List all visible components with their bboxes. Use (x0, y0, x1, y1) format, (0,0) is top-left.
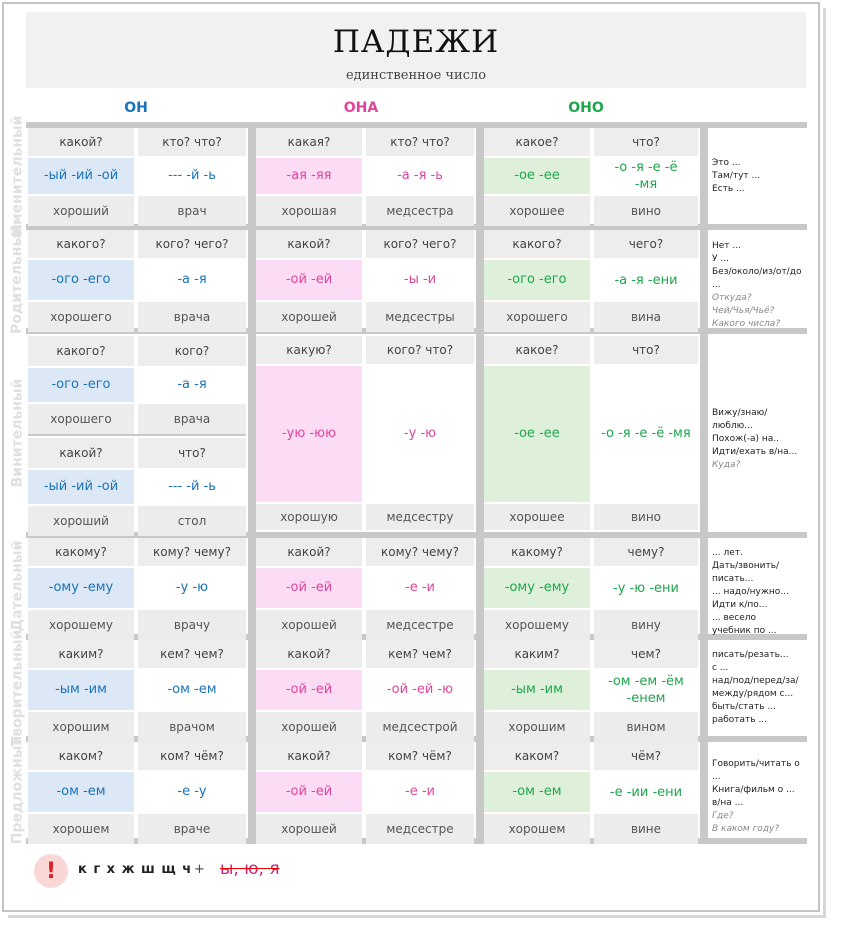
ending-adjective: -ом -ем (28, 772, 134, 812)
question-noun: кем? чем? (366, 640, 474, 668)
ending-noun: -ом -ем (138, 670, 246, 710)
question-noun: ком? чём? (138, 742, 246, 770)
case-name: Творительный (9, 629, 25, 747)
example-adjective: хороший (28, 196, 134, 226)
example-noun: медсестре (366, 814, 474, 844)
ending-noun: -ы -и (366, 260, 474, 300)
example-adjective: хороший (28, 506, 134, 536)
ending-noun: -а -я (138, 368, 246, 402)
ending-noun: -ой -ей -ю (366, 670, 474, 710)
usage-line: Вижу/знаю/люблю... (712, 408, 768, 431)
question-noun: ком? чём? (366, 742, 474, 770)
example-noun: медсестрой (366, 712, 474, 742)
question-adjective: какой? (256, 742, 362, 770)
usage-question: Где? (712, 810, 734, 821)
question-adjective: какой? (256, 538, 362, 566)
gender-masculine: ОН (124, 100, 148, 116)
ending-adjective: -ой -ей (256, 670, 362, 710)
example-noun: вина (594, 302, 698, 332)
question-adjective: какому? (28, 538, 134, 566)
question-noun: что? (594, 336, 698, 364)
usage-line: учебник по ... (712, 626, 777, 636)
warning-icon: ! (34, 854, 68, 888)
forbidden-endings: ы, ю, я (220, 859, 280, 879)
example-noun: вино (594, 504, 698, 530)
question-noun: кого? (138, 336, 246, 366)
ending-adjective: -ое -ее (484, 366, 590, 502)
column-separator (476, 122, 484, 844)
question-adjective: какой? (28, 438, 134, 468)
question-adjective: какого? (28, 336, 134, 366)
question-noun: кому? чему? (138, 538, 246, 566)
question-adjective: какую? (256, 336, 362, 364)
question-adjective: какой? (28, 128, 134, 156)
example-adjective: хорошем (28, 814, 134, 844)
ending-noun: -а -я -ь (366, 158, 474, 194)
ending-adjective: -ая -яя (256, 158, 362, 194)
question-noun: кого? чего? (138, 230, 246, 258)
example-noun: стол (138, 506, 246, 536)
example-noun: врач (138, 196, 246, 226)
example-noun: врача (138, 302, 246, 332)
example-adjective: хорошей (256, 712, 362, 742)
usage-line: быть/стать ... (712, 702, 776, 712)
question-adjective: каким? (28, 640, 134, 668)
example-noun: вином (594, 712, 698, 742)
example-noun: враче (138, 814, 246, 844)
example-adjective: хорошем (484, 814, 590, 844)
usage-line: ... лет. (712, 548, 743, 558)
gender-neuter: ОНО (568, 100, 604, 116)
question-noun: кого? что? (366, 336, 474, 364)
example-noun: медсестре (366, 610, 474, 640)
usage-notes (708, 547, 807, 638)
usage-question: В каком году? (712, 823, 780, 834)
ending-adjective: -ое -ее (484, 158, 590, 194)
question-noun: чем? (594, 640, 698, 668)
usage-notes (708, 240, 807, 331)
ending-adjective: -ый -ий -ой (28, 470, 134, 504)
ending-noun: --- -й -ь (138, 470, 246, 504)
question-noun: что? (138, 438, 246, 468)
consonants-rule: к г х ж ш щ ч (78, 862, 193, 877)
example-adjective: хорошей (256, 610, 362, 640)
question-adjective: каком? (484, 742, 590, 770)
question-adjective: каком? (28, 742, 134, 770)
gender-feminine: ОНА (343, 100, 379, 116)
usage-line: Есть ... (712, 183, 745, 194)
example-adjective: хорошим (484, 712, 590, 742)
ending-adjective: -ого -его (28, 368, 134, 402)
example-noun: врача (138, 404, 246, 434)
usage-question: Чей/Чья/Чьё? (712, 306, 775, 316)
usage-line: работать ... (712, 715, 768, 725)
example-adjective: хорошему (28, 610, 134, 640)
case-name: Именительный (9, 115, 25, 237)
question-adjective: какого? (484, 230, 590, 258)
example-adjective: хорошее (484, 504, 590, 530)
ending-adjective: -ом -ем (484, 772, 590, 812)
ending-adjective: -ой -ей (256, 260, 362, 300)
case-name: Родительный (9, 224, 26, 334)
question-adjective: какая? (256, 128, 362, 156)
example-adjective: хорошая (256, 196, 362, 226)
example-adjective: хорошую (256, 504, 362, 530)
usage-line: Идти/ехать в/на... (712, 447, 798, 457)
question-noun: чём? (594, 742, 698, 770)
ending-adjective: -ой -ей (256, 772, 362, 812)
usage-line: в/на ... (712, 797, 744, 808)
usage-line: Похож(-а) на.. (712, 434, 779, 444)
question-noun: кого? чего? (366, 230, 474, 258)
question-noun: чего? (594, 230, 698, 258)
example-noun: медсестру (366, 504, 474, 530)
ending-adjective: -ого -его (484, 260, 590, 300)
question-noun: кто? что? (138, 128, 246, 156)
case-name: Предложный (9, 735, 25, 845)
ending-noun: -е -ии -ени (594, 772, 698, 812)
usage-line: Говорить/читать о ... (712, 758, 800, 782)
usage-question: Какого числа? (712, 319, 781, 329)
example-noun: вино (594, 196, 698, 226)
usage-line: Идти к/по... (712, 600, 768, 610)
example-adjective: хорошей (256, 814, 362, 844)
question-adjective: какого? (28, 230, 134, 258)
usage-notes (708, 758, 807, 836)
question-noun: кем? чем? (138, 640, 246, 668)
question-noun: кому? чему? (366, 538, 474, 566)
ending-noun: -у -ю (138, 568, 246, 608)
ending-noun: -е -у (138, 772, 246, 812)
ending-adjective: -ую -юю (256, 366, 362, 502)
title-band (26, 12, 806, 88)
page-title: ПАДЕЖИ (332, 24, 500, 60)
plus-sign: + (194, 862, 205, 877)
ending-noun: -ом -ем -ём -енем (594, 670, 698, 710)
usage-line: Дать/звонить/писать... (712, 561, 780, 584)
question-adjective: какой? (256, 640, 362, 668)
ending-adjective: -ого -его (28, 260, 134, 300)
example-noun: медсестры (366, 302, 474, 332)
ending-noun: -а -я (138, 260, 246, 300)
ending-noun: -е -и (366, 568, 474, 608)
question-noun: кто? что? (366, 128, 474, 156)
ending-adjective: -ый -ий -ой (28, 158, 134, 194)
question-adjective: какому? (484, 538, 590, 566)
example-noun: врачу (138, 610, 246, 640)
case-name: Винительный (9, 378, 26, 488)
ending-noun: -а -я -ени (594, 260, 698, 300)
column-separator (700, 122, 708, 844)
usage-line: Там/тут ... (712, 170, 761, 181)
usage-line: ... надо/нужно... (712, 587, 789, 597)
usage-line: Без/около/из/от/до ... (712, 267, 802, 290)
ending-noun: --- -й -ь (138, 158, 246, 194)
example-adjective: хорошее (484, 196, 590, 226)
usage-line: с ... (712, 663, 729, 673)
usage-line: Нет ... (712, 241, 741, 251)
ending-noun: -е -и (366, 772, 474, 812)
ending-adjective: -ому -ему (28, 568, 134, 608)
example-adjective: хорошей (256, 302, 362, 332)
usage-question: Куда? (712, 460, 741, 470)
ending-noun: -у -ю -ени (594, 568, 698, 608)
usage-line: Книга/фильм о ... (712, 784, 795, 795)
ending-noun: -о -я -е -ё -мя (594, 158, 698, 194)
example-noun: вине (594, 814, 698, 844)
example-adjective: хорошего (28, 404, 134, 434)
usage-line: У ... (712, 254, 729, 264)
question-adjective: каким? (484, 640, 590, 668)
usage-notes (708, 407, 807, 472)
usage-line: Это ... (712, 157, 741, 168)
example-adjective: хорошего (28, 302, 134, 332)
ending-noun: -о -я -е -ё -мя (594, 366, 698, 502)
question-adjective: какой? (256, 230, 362, 258)
question-noun: чему? (594, 538, 698, 566)
page-subtitle: единственное число (345, 68, 487, 83)
subrow-divider (28, 434, 246, 436)
usage-line: писать/резать... (712, 650, 789, 660)
usage-notes (708, 157, 807, 196)
column-separator (248, 122, 256, 844)
question-adjective: какое? (484, 128, 590, 156)
usage-question: Откуда? (712, 293, 752, 303)
ending-adjective: -ым -им (28, 670, 134, 710)
example-adjective: хорошему (484, 610, 590, 640)
usage-line: между/рядом с... (712, 689, 794, 699)
usage-notes (708, 649, 807, 727)
ending-noun: -у -ю (366, 366, 474, 502)
usage-line: над/под/перед/за/ (712, 676, 799, 686)
example-noun: вину (594, 610, 698, 640)
ending-adjective: -ым -им (484, 670, 590, 710)
question-noun: что? (594, 128, 698, 156)
question-adjective: какое? (484, 336, 590, 364)
ending-adjective: -ому -ему (484, 568, 590, 608)
case-name: Дательный (9, 540, 25, 632)
example-noun: врачом (138, 712, 246, 742)
example-adjective: хорошего (484, 302, 590, 332)
example-noun: медсестра (366, 196, 474, 226)
example-adjective: хорошим (28, 712, 134, 742)
ending-adjective: -ой -ей (256, 568, 362, 608)
usage-line: ... весело (712, 613, 757, 623)
